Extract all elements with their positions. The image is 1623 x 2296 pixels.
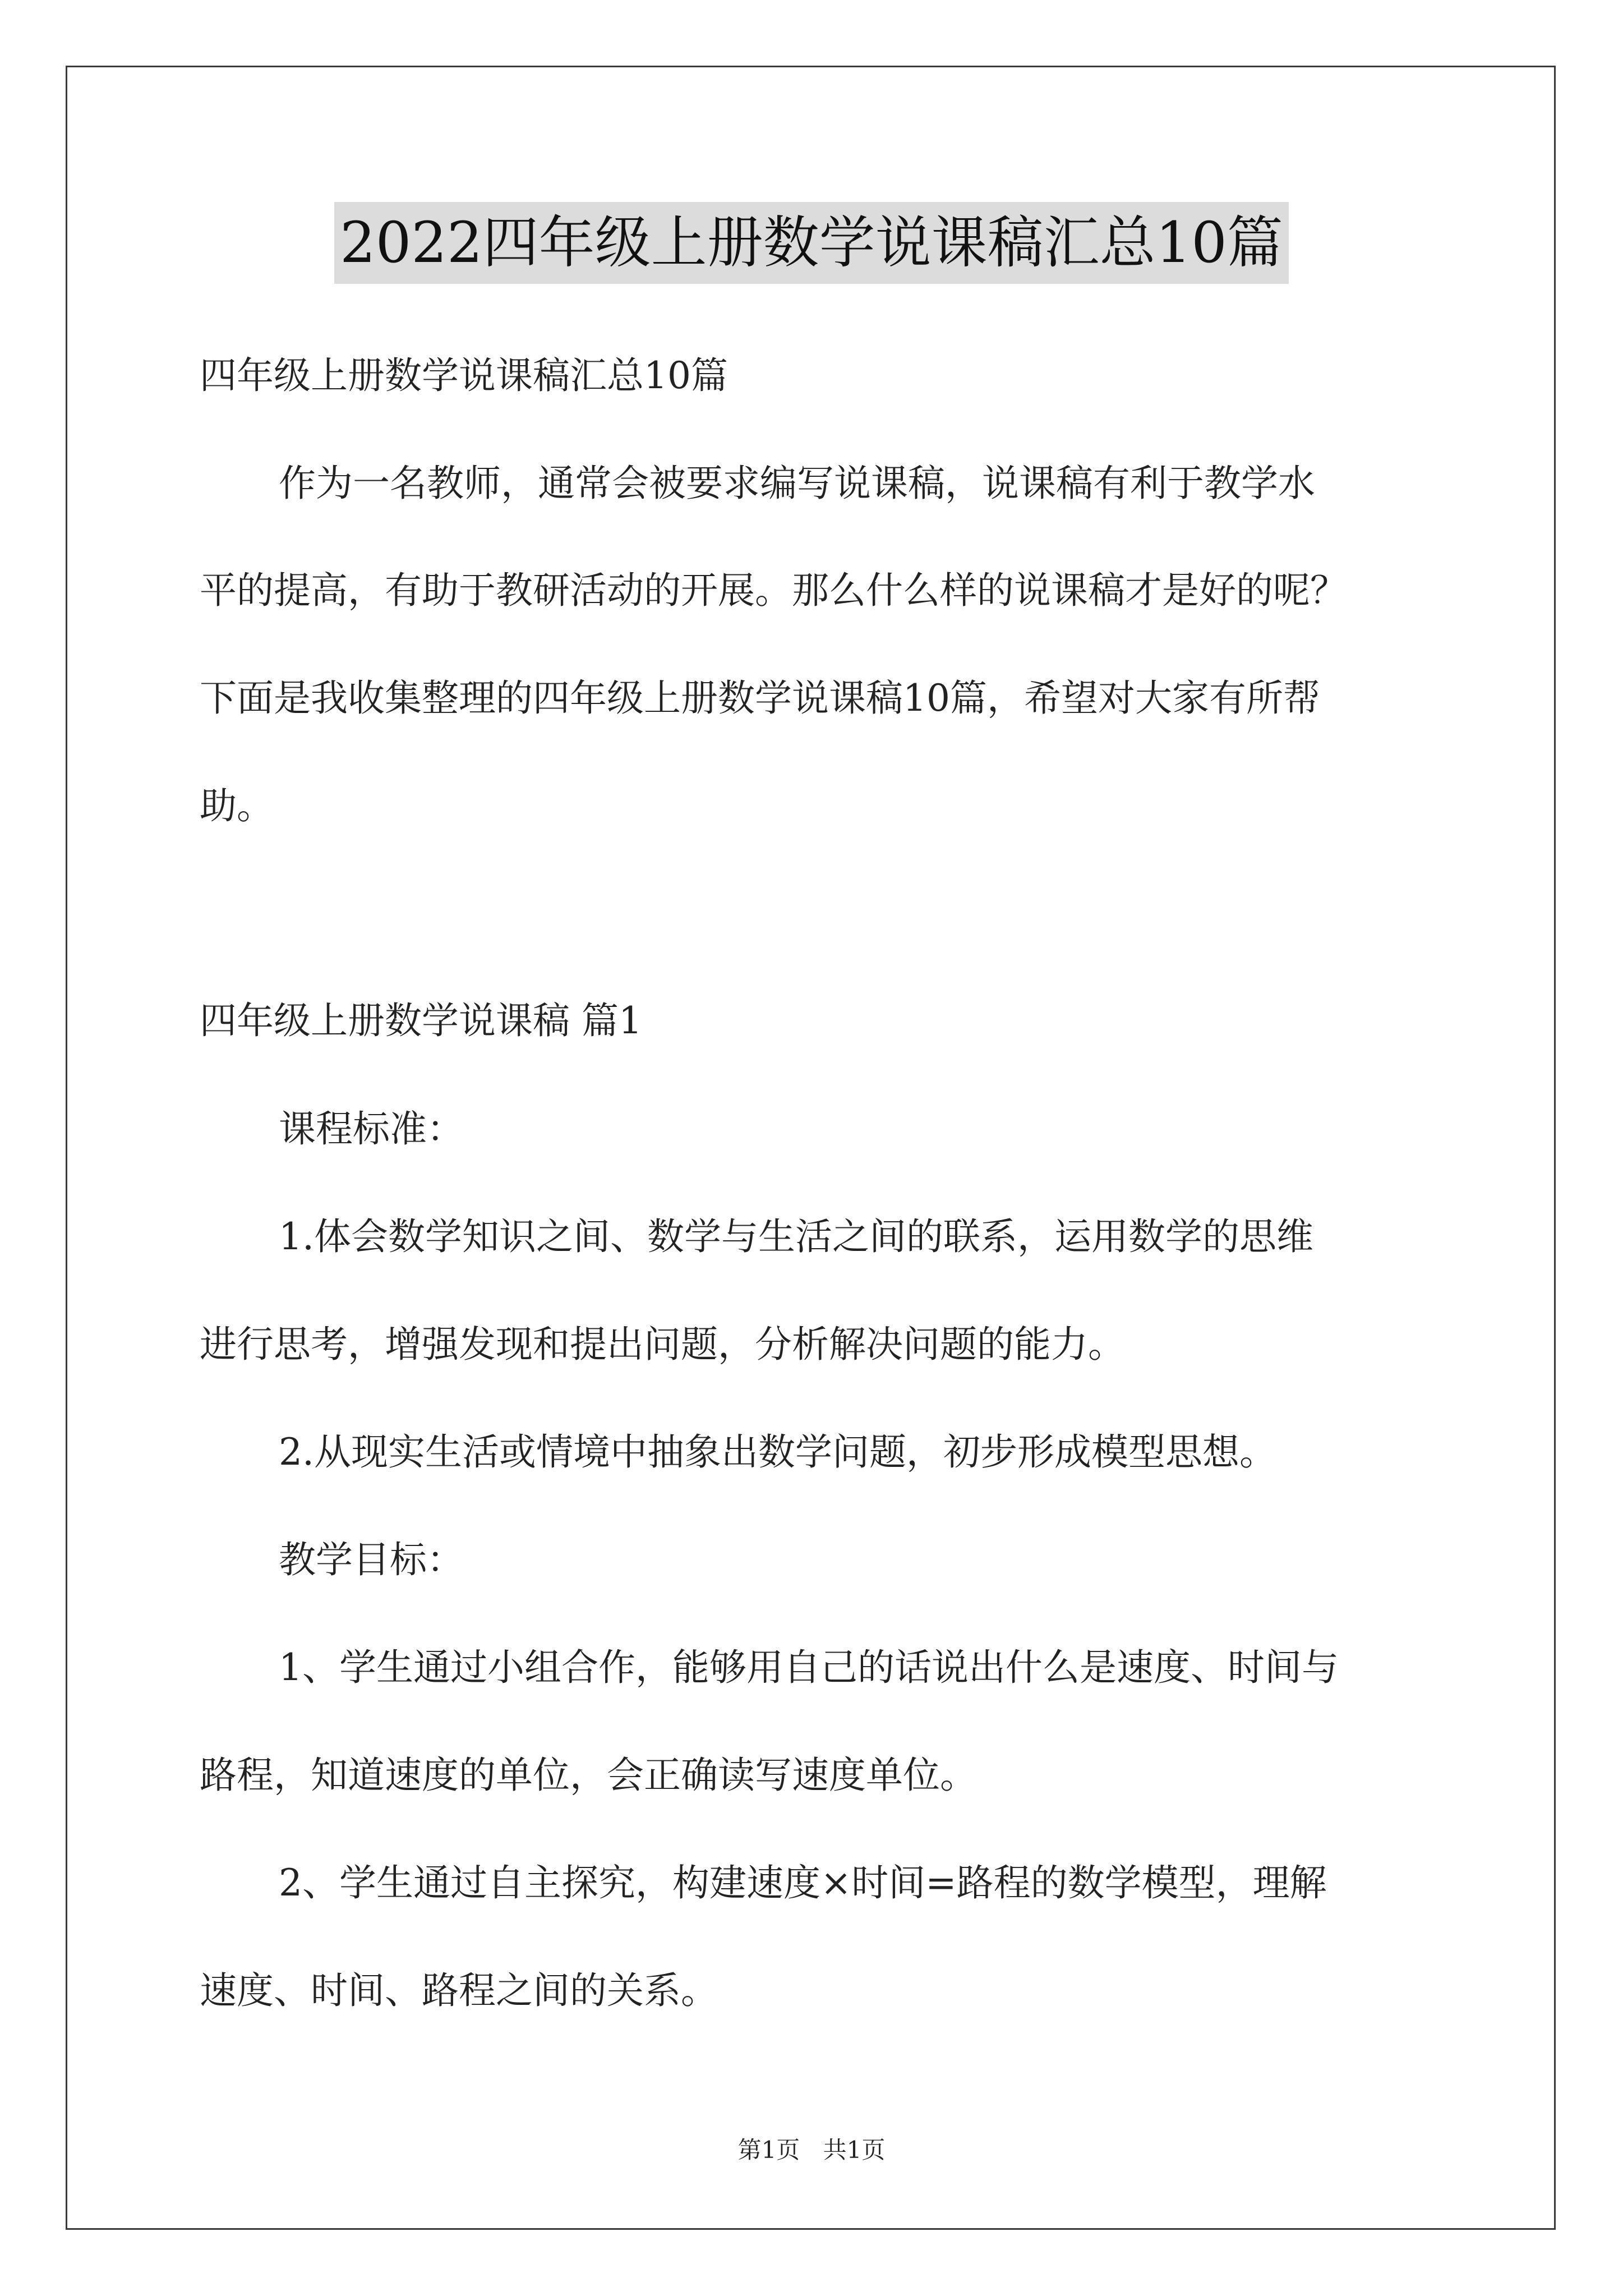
document-subtitle: 四年级上册数学说课稿汇总10篇 xyxy=(200,354,728,397)
paragraph-line: 2、学生通过自主探究，构建速度×时间=路程的数学模型，理解 xyxy=(279,1861,1327,1904)
paragraph-line: 下面是我收集整理的四年级上册数学说课稿10篇，希望对大家有所帮 xyxy=(200,677,1320,720)
paragraph-line: 1、学生通过小组合作，能够用自己的话说出什么是速度、时间与 xyxy=(279,1646,1339,1689)
paragraph-line: 2.从现实生活或情境中抽象出数学问题，初步形成模型思想。 xyxy=(279,1430,1276,1474)
paragraph-line: 教学目标： xyxy=(279,1538,464,1581)
paragraph-line: 进行思考，增强发现和提出问题，分析解决问题的能力。 xyxy=(200,1323,1125,1366)
section-heading: 四年级上册数学说课稿 篇1 xyxy=(200,999,642,1042)
page-footer xyxy=(0,2132,1623,2165)
paragraph-line: 路程，知道速度的单位，会正确读写速度单位。 xyxy=(200,1754,977,1797)
paragraph-line: 作为一名教师，通常会被要求编写说课稿，说课稿有利于教学水 xyxy=(279,462,1315,505)
paragraph-line: 速度、时间、路程之间的关系。 xyxy=(200,1969,718,2012)
page-total: 共1页 xyxy=(823,2136,886,2164)
title-container xyxy=(0,202,1623,284)
document-title: 2022四年级上册数学说课稿汇总10篇 xyxy=(334,202,1289,284)
page-number: 第1页 xyxy=(737,2136,800,2164)
paragraph-line: 助。 xyxy=(200,784,274,827)
paragraph-line: 1.体会数学知识之间、数学与生活之间的联系，运用数学的思维 xyxy=(279,1215,1313,1258)
paragraph-line: 课程标准： xyxy=(279,1107,464,1151)
paragraph-line: 平的提高，有助于教研活动的开展。那么什么样的说课稿才是好的呢？ xyxy=(200,569,1347,612)
